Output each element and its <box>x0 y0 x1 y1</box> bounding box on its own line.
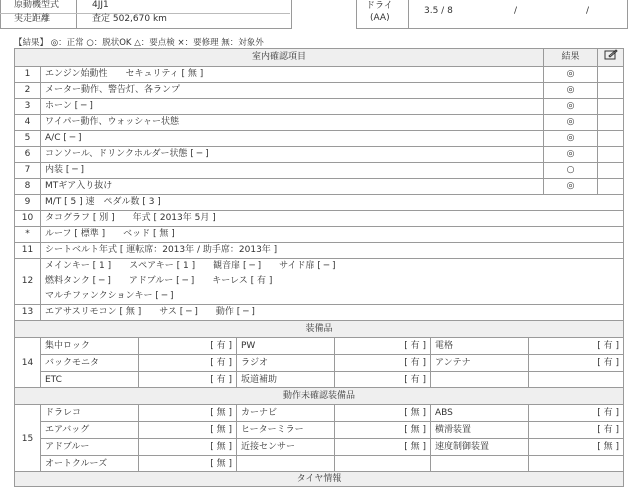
check-row: 3 ホーン [ ─ ] ◎ <box>15 99 624 115</box>
edit-icon[interactable] <box>598 49 624 67</box>
dry-value: 3.5 / 8 <box>424 6 453 16</box>
unconfirmed-item: オートクルーズ <box>41 456 139 473</box>
keys-line-2: 燃料タンク [ ─ ] アドブルー [ ─ ] キーレス [ 有 ] <box>45 276 273 286</box>
unconfirmed-row: エアバッグ [ 無 ] ヒーターミラー [ 無 ] 横滑装置 [ 有 ] <box>15 422 624 439</box>
dry-slash-2: / <box>586 6 590 16</box>
equipment-item: 集中ロック <box>41 338 139 355</box>
check-result: ◎ <box>544 67 598 83</box>
transmission-info: M/T [ 5 ] 速 ペダル数 [ 3 ] <box>41 195 624 211</box>
equipment-item: バックモニタ <box>41 355 139 372</box>
check-text: エンジン始動性 セキュリティ [ 無 ] <box>41 67 544 83</box>
check-row: 1 エンジン始動性 セキュリティ [ 無 ] ◎ <box>15 67 624 83</box>
unconfirmed-row: アドブルー [ 無 ] 近接センサー [ 無 ] 速度制御装置 [ 無 ] <box>15 439 624 456</box>
keys-info <box>41 259 624 305</box>
check-text: A/C [ ─ ] <box>41 131 544 147</box>
equipment-item: 電格 <box>431 338 529 355</box>
equipment-row: バックモニタ [ 有 ] ラジオ [ 有 ] アンテナ [ 有 ] <box>15 355 624 372</box>
equipment-row: ETC [ 有 ] 坂道補助 [ 有 ] <box>15 372 624 389</box>
check-text: 内装 [ ─ ] <box>41 163 544 179</box>
dry-label: ドライ <box>366 1 393 11</box>
unconfirmed-item: 速度制御装置 <box>431 439 529 456</box>
air-suspension-info: エアサスリモコン [ 無 ] サス [ ─ ] 動作 [ ─ ] <box>41 305 624 321</box>
check-result: ◎ <box>544 179 598 195</box>
check-text: メーター動作、警告灯、各ランプ <box>41 83 544 99</box>
unconfirmed-item: ヒーターミラー <box>237 422 335 439</box>
unconfirmed-title: 動作未確認装備品 <box>15 388 624 405</box>
unconfirmed-item: ドラレコ <box>41 405 139 422</box>
vehicle-info-header <box>0 0 640 30</box>
check-text: ワイパー動作、ウォッシャー状態 <box>41 115 544 131</box>
check-result: ◎ <box>544 83 598 99</box>
unconfirmed-equipment-table <box>14 387 624 473</box>
equipment-item: ラジオ <box>237 355 335 372</box>
mileage-value: 査定 502,670 km <box>92 14 167 24</box>
check-text: ホーン [ ─ ] <box>41 99 544 115</box>
equipment-num: 14 <box>15 338 41 389</box>
check-row: 6 コンソール、ドリンクホルダー状態 [ ─ ] ◎ <box>15 147 624 163</box>
equipment-item: ETC <box>41 372 139 389</box>
seatbelt-info: シートベルト年式 [ 運転席：2013年 / 助手席：2013年 ] <box>41 243 624 259</box>
equipment-item: アンテナ <box>431 355 529 372</box>
unconfirmed-item: 近接センサー <box>237 439 335 456</box>
check-result: ◎ <box>544 115 598 131</box>
interior-check-table <box>14 48 624 321</box>
model-value: 4JJ1 <box>92 0 109 10</box>
equipment-item: PW <box>237 338 335 355</box>
check-text: MTギア入り抜け <box>41 179 544 195</box>
unconfirmed-row: 15 ドラレコ [ 無 ] カーナビ [ 無 ] ABS [ 有 ] <box>15 405 624 422</box>
unconfirmed-item: エアバッグ <box>41 422 139 439</box>
check-row-13: 13 エアサスリモコン [ 無 ] サス [ ─ ] 動作 [ ─ ] <box>15 305 624 321</box>
equipment-item <box>431 372 529 389</box>
equipment-item: 坂道補助 <box>237 372 335 389</box>
tachograph-info: タコグラフ [ 別 ] 年式 [ 2013年 5月 ] <box>41 211 624 227</box>
check-row: 4 ワイパー動作、ウォッシャー状態 ◎ <box>15 115 624 131</box>
check-row-11: 11 シートベルト年式 [ 運転席：2013年 / 助手席：2013年 ] <box>15 243 624 259</box>
check-row-12: 12 メインキー [ 1 ] スペアキー [ 1 ] 観音扉 [ ─ ] サイド扉 [ ─ ] 燃料タンク [ ─ ] アドブルー [ ─ ] キーレス [ 有 ] マルチファンクションキー [ ─ ] <box>15 259 624 305</box>
check-result: ◎ <box>544 131 598 147</box>
roof-bed-info: ルーフ [ 標準 ] ベッド [ 無 ] <box>41 227 624 243</box>
result-header: 結果 <box>544 49 598 67</box>
result-legend: 【結果】 ◎：正常 ○：脱状OK △：要点検 ×：要修理 無：対象外 <box>14 38 264 48</box>
check-row-roof: * ルーフ [ 標準 ] ベッド [ 無 ] <box>15 227 624 243</box>
unconfirmed-row: オートクルーズ [ 無 ] <box>15 456 624 473</box>
equipment-row: 14 集中ロック [ 有 ] PW [ 有 ] 電格 [ 有 ] <box>15 338 624 355</box>
check-row: 8 MTギア入り抜け ◎ <box>15 179 624 195</box>
dry-sub-label: (AA) <box>370 13 390 23</box>
check-result: ◎ <box>544 147 598 163</box>
section-title: 室内確認項目 <box>15 49 544 67</box>
unconfirmed-num: 15 <box>15 405 41 473</box>
tire-info-title: タイヤ情報 <box>14 471 624 487</box>
check-row-9: 9 M/T [ 5 ] 速 ペダル数 [ 3 ] <box>15 195 624 211</box>
check-row: 7 内装 [ ─ ] ○ <box>15 163 624 179</box>
check-row-10: 10 タコグラフ [ 別 ] 年式 [ 2013年 5月 ] <box>15 211 624 227</box>
unconfirmed-item: アドブルー <box>41 439 139 456</box>
model-label: 原動機型式 <box>14 0 60 10</box>
check-result: ◎ <box>544 99 598 115</box>
check-result: ○ <box>544 163 598 179</box>
keys-line-1: メインキー [ 1 ] スペアキー [ 1 ] 観音扉 [ ─ ] サイド扉 [ ─ ] <box>45 261 336 271</box>
keys-line-3: マルチファンクションキー [ ─ ] <box>45 291 174 301</box>
equipment-title: 装備品 <box>15 321 624 338</box>
check-text: コンソール、ドリンクホルダー状態 [ ─ ] <box>41 147 544 163</box>
unconfirmed-item: カーナビ <box>237 405 335 422</box>
equipment-table <box>14 320 624 389</box>
dry-slash-1: / <box>514 6 518 16</box>
check-row: 5 A/C [ ─ ] ◎ <box>15 131 624 147</box>
unconfirmed-item: 横滑装置 <box>431 422 529 439</box>
unconfirmed-item: ABS <box>431 405 529 422</box>
check-row: 2 メーター動作、警告灯、各ランプ ◎ <box>15 83 624 99</box>
mileage-label: 実走距離 <box>14 14 51 24</box>
